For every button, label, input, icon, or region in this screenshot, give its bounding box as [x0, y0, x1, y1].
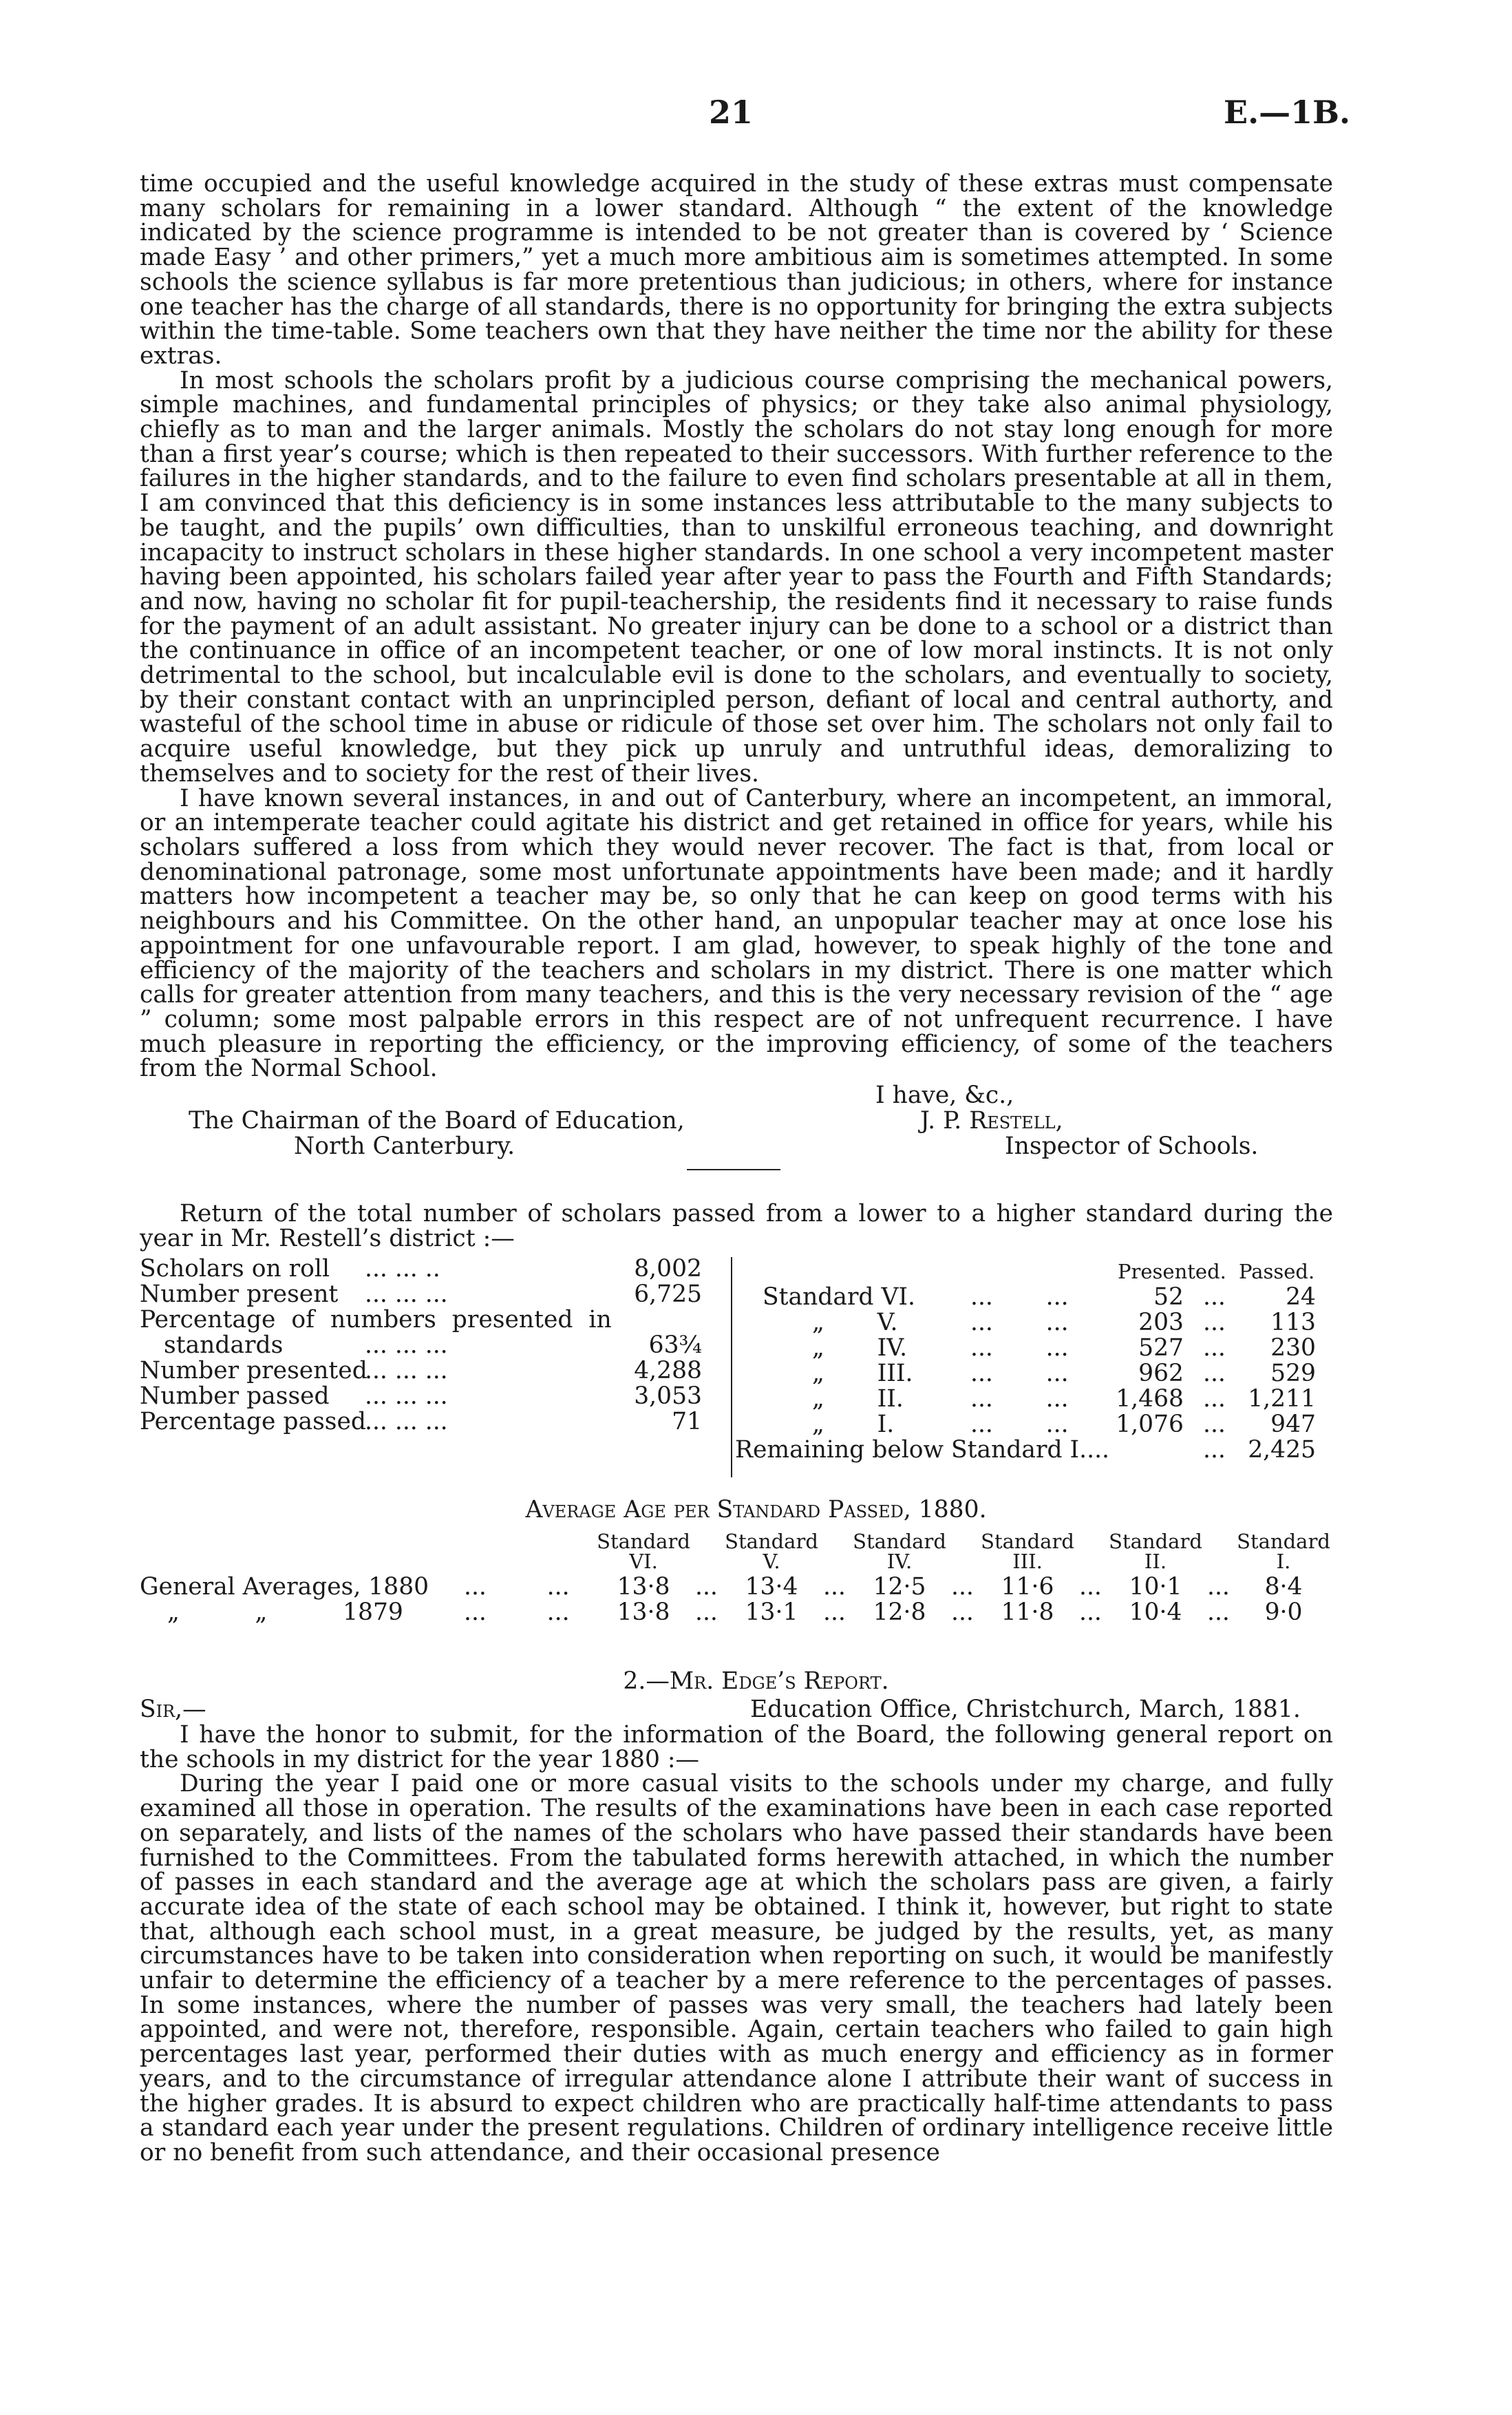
- right-row-dots: ...: [1203, 1385, 1226, 1413]
- divider: [687, 1169, 780, 1170]
- age-row-dots: ... ...: [464, 1573, 570, 1601]
- right-row-dots: ... ...: [970, 1385, 1069, 1413]
- right-row-dots: ... ...: [970, 1283, 1069, 1311]
- closing: I have, &c.,: [875, 1082, 1014, 1109]
- right-row-dots: ...: [1203, 1283, 1226, 1311]
- right-row-presented: 1,468: [1116, 1385, 1184, 1413]
- right-row-passed: 24: [1286, 1283, 1316, 1311]
- age-col-header: Standard: [725, 1530, 818, 1553]
- age-value: 13·1: [745, 1599, 798, 1626]
- left-row-value: 71: [672, 1408, 702, 1435]
- age-col-subheader: II.: [1144, 1550, 1167, 1573]
- age-value: 10·4: [1129, 1599, 1182, 1626]
- page-number: 21: [709, 94, 754, 131]
- age-row-dots: ...: [823, 1599, 846, 1626]
- age-col-header: Standard: [597, 1530, 690, 1553]
- right-row-dots: ...: [1203, 1436, 1226, 1464]
- right-row-presented: 962: [1138, 1360, 1184, 1387]
- left-row-value: 63¾: [648, 1331, 702, 1359]
- left-row-dots: ... ... ...: [365, 1280, 448, 1308]
- right-row-dots: ...: [1203, 1334, 1226, 1362]
- left-row-dots: ... ... ...: [365, 1382, 448, 1410]
- right-row-dots: ... ...: [970, 1411, 1069, 1438]
- left-row-value: 4,288: [634, 1357, 702, 1384]
- left-row-label: Number present: [140, 1280, 339, 1308]
- age-col-subheader: IV.: [886, 1550, 913, 1573]
- age-col-subheader: III.: [1012, 1550, 1043, 1573]
- age-col-subheader: VI.: [629, 1550, 658, 1573]
- age-row-dots: ...: [823, 1573, 846, 1601]
- report-paragraph-1: I have the honor to submit, for the information of the Board, the following general report on the schools in my district for the year 1880 :—: [140, 1721, 1333, 1773]
- left-row-dots: ... ... ...: [365, 1408, 448, 1435]
- age-col-header: Standard: [981, 1530, 1074, 1553]
- left-row-value: 8,002: [634, 1255, 702, 1283]
- paragraph-3: I have known several instances, in and out of Canterbury, where an incompetent, an immoral, or an intemperate teacher could agitate his district and get retained in office for years, while his scholars suffered a loss from which they would never recover. The fact is that, from local or denominational patronage, some most unfortunate appointments have been made; and it hardly matters how incompetent a teacher may be, so only that he can keep on good terms with his neighbours and his Committee. On the other hand, an unpopular teacher may at once lose his appointment for one unfavourable report. I am glad, however, to speak highly of the tone and efficiency of the majority of the teachers and scholars in my district. There is one matter which calls for greater attention from many teachers, and this is the very necessary revision of the “ age ” column; some most palpable errors in this respect are of not unfrequent recurrence. I have much pleasure in reporting the efficiency, or the improving efficiency, of some of the teachers from the Normal School.: [140, 784, 1333, 1083]
- age-row-dots: ...: [1079, 1573, 1102, 1601]
- document-reference: E.—1B.: [1224, 94, 1350, 131]
- right-row-label: „ IV.: [812, 1334, 908, 1362]
- right-row-dots: ... ...: [970, 1360, 1069, 1387]
- right-row-passed: 947: [1270, 1411, 1316, 1438]
- right-row-passed: 529: [1270, 1360, 1316, 1387]
- right-row-dots: ... ...: [970, 1334, 1069, 1362]
- right-row-presented: 203: [1138, 1309, 1184, 1336]
- age-row-dots: ...: [1207, 1599, 1230, 1626]
- right-row-presented: 527: [1138, 1334, 1184, 1362]
- addressee-line-2: North Canterbury.: [294, 1132, 515, 1160]
- right-row-dots: ... ...: [970, 1309, 1069, 1336]
- right-row-label: „ III.: [812, 1360, 913, 1387]
- right-row-label: Standard VI.: [763, 1283, 915, 1311]
- age-value: 11·6: [1001, 1573, 1054, 1601]
- age-value: 9·0: [1264, 1599, 1303, 1626]
- age-value: 12·8: [873, 1599, 926, 1626]
- age-row-label: General Averages, 1880: [140, 1573, 429, 1601]
- table-divider: [731, 1257, 732, 1477]
- right-row-label: „ I.: [812, 1411, 895, 1438]
- age-value: 10·1: [1129, 1573, 1182, 1601]
- age-value: 12·5: [873, 1573, 926, 1601]
- header-passed: Passed.: [1239, 1260, 1315, 1283]
- left-row-dots: ... ... ...: [365, 1331, 448, 1359]
- age-col-header: Standard: [1109, 1530, 1202, 1553]
- report-paragraph-2: During the year I paid one or more casual visits to the schools under my charge, and fully examined all those in operation. The results of the examinations have been in each case reported on separately, and lists of the names of the scholars who have passed their standards have been furnished to the Committees. From the tabulated forms herewith attached, in which the number of passes in each standard and the average age at which the scholars pass are given, a fairly accurate idea of the state of each school may be obtained. I think it, however, but right to state that, although each school must, in a great measure, be judged by the results, yet, as many circumstances have to be taken into consideration when reporting on such, it would be manifestly unfair to determine the efficiency of a teacher by a mere reference to the percentages of passes. In some instances, where the number of passes was very small, the teachers had lately been appointed, and were not, therefore, responsible. Again, certain teachers who failed to gain high percentages last year, performed their duties with as much energy and efficiency as in former years, and to the circumstance of irregular attendance alone I attribute their want of success in the higher grades. It is absurd to expect children who are practically half-time attendants to pass a standard each year under the present regulations. Children of ordinary intelligence receive little or no benefit from such attendance, and their occasional presence: [140, 1770, 1333, 2166]
- remaining-value: 2,425: [1248, 1436, 1316, 1464]
- age-row-dots: ...: [1079, 1599, 1102, 1626]
- salutation: Sir,—: [140, 1696, 206, 1723]
- paragraph-1: time occupied and the useful knowledge acquired in the study of these extras must compensate many scholars for remaining in a lower standard. Although “ the extent of the knowledge indicated by the science programme is intended to be not greater than is covered by ‘ Science made Easy ’ and other primers,” yet a much more ambitious aim is sometimes attempted. In some schools the science syllabus is far more pretentious than judicious; in others, where for instance one teacher has the charge of all standards, there is no opportunity for bringing the extra subjects within the time-table. Some teachers own that they have neither the time nor the ability for these extras.: [140, 170, 1333, 370]
- left-row-label: standards: [164, 1331, 284, 1359]
- return-caption: Return of the total number of scholars passed from a lower to a higher standard during the year in Mr. Restell’s district :—: [140, 1200, 1333, 1252]
- paragraph-2: In most schools the scholars profit by a judicious course comprising the mechanical powers, simple machines, and fundamental principles of physics; or they take also animal physiology, chiefly as to man and the larger animals. Mostly the scholars do not stay long enough for more than a first year’s course; which is then repeated to their successors. With further reference to the failures in the higher standards, and to the failure to even find scholars presentable at all in them, I am convinced that this deficiency is in some instances less attributable to the many subjects to be taught, and the pupils’ own difficulties, than to unskilful erroneous teaching, and downright incapacity to instruct scholars in these higher standards. In one school a very incompetent master having been appointed, his scholars failed year after year to pass the Fourth and Fifth Standards; and now, having no scholar fit for pupil-teachership, the residents find it necessary to raise funds for the payment of an adult assistant. No greater injury can be done to a school or a district than the continuance in office of an incompetent teacher, or one of low moral instincts. It is not only detrimental to the school, but incalculable evil is done to the scholars, and eventually to society, by their constant contact with an unprincipled person, defiant of local and central authorty, and wasteful of the school time in abuse or ridicule of those set over him. The scholars not only fail to acquire useful knowledge, but they pick up unruly and untruthful ideas, demoralizing to themselves and to society for the rest of their lives.: [140, 366, 1333, 788]
- body-text-bottom: [140, 1723, 1333, 2166]
- remaining-label: Remaining below Standard I....: [735, 1436, 1110, 1464]
- signatory-name: J. P. Restell,: [920, 1107, 1063, 1135]
- age-value: 8·4: [1264, 1573, 1303, 1601]
- age-row-label: „ „ 1879: [167, 1599, 403, 1626]
- left-row-label: Scholars on roll: [140, 1255, 330, 1283]
- age-row-dots: ...: [951, 1573, 974, 1601]
- dateline: Education Office, Christchurch, March, 1881.: [750, 1696, 1301, 1723]
- age-row-dots: ...: [695, 1573, 718, 1601]
- age-table-title: Average Age per Standard Passed, 1880.: [525, 1496, 987, 1523]
- age-row-dots: ...: [1207, 1573, 1230, 1601]
- right-row-dots: ...: [1203, 1309, 1226, 1336]
- age-col-header: Standard: [1237, 1530, 1330, 1553]
- left-row-label: Percentage of numbers presented in: [140, 1306, 612, 1333]
- left-row-label: Number passed: [140, 1382, 330, 1410]
- right-row-label: „ II.: [812, 1385, 904, 1413]
- age-value: 11·8: [1001, 1599, 1054, 1626]
- age-value: 13·4: [745, 1573, 798, 1601]
- age-col-header: Standard: [853, 1530, 946, 1553]
- right-row-passed: 113: [1270, 1309, 1316, 1336]
- age-col-subheader: V.: [763, 1550, 780, 1573]
- report-heading: 2.—Mr. Edge’s Report.: [623, 1667, 889, 1695]
- right-row-dots: ...: [1203, 1360, 1226, 1387]
- left-row-dots: ... ... ..: [365, 1255, 440, 1283]
- right-row-passed: 230: [1270, 1334, 1316, 1362]
- left-row-dots: ... ... ...: [365, 1357, 448, 1384]
- left-row-value: 6,725: [634, 1280, 702, 1308]
- signatory-title: Inspector of Schools.: [1005, 1132, 1259, 1160]
- left-row-label: Number presented: [140, 1357, 368, 1384]
- age-row-dots: ... ...: [464, 1599, 570, 1626]
- right-row-label: „ V.: [812, 1309, 898, 1336]
- header-presented: Presented.: [1118, 1260, 1226, 1283]
- right-row-dots: ...: [1203, 1411, 1226, 1438]
- addressee-line-1: The Chairman of the Board of Education,: [189, 1107, 685, 1135]
- age-col-subheader: I.: [1276, 1550, 1291, 1573]
- body-text-top: [140, 172, 1333, 1082]
- right-row-presented: 1,076: [1116, 1411, 1184, 1438]
- age-value: 13·8: [617, 1573, 670, 1601]
- age-value: 13·8: [617, 1599, 670, 1626]
- age-row-dots: ...: [695, 1599, 718, 1626]
- right-row-presented: 52: [1153, 1283, 1184, 1311]
- left-row-label: Percentage passed: [140, 1408, 366, 1435]
- right-row-passed: 1,211: [1248, 1385, 1316, 1413]
- left-row-value: 3,053: [634, 1382, 702, 1410]
- age-row-dots: ...: [951, 1599, 974, 1626]
